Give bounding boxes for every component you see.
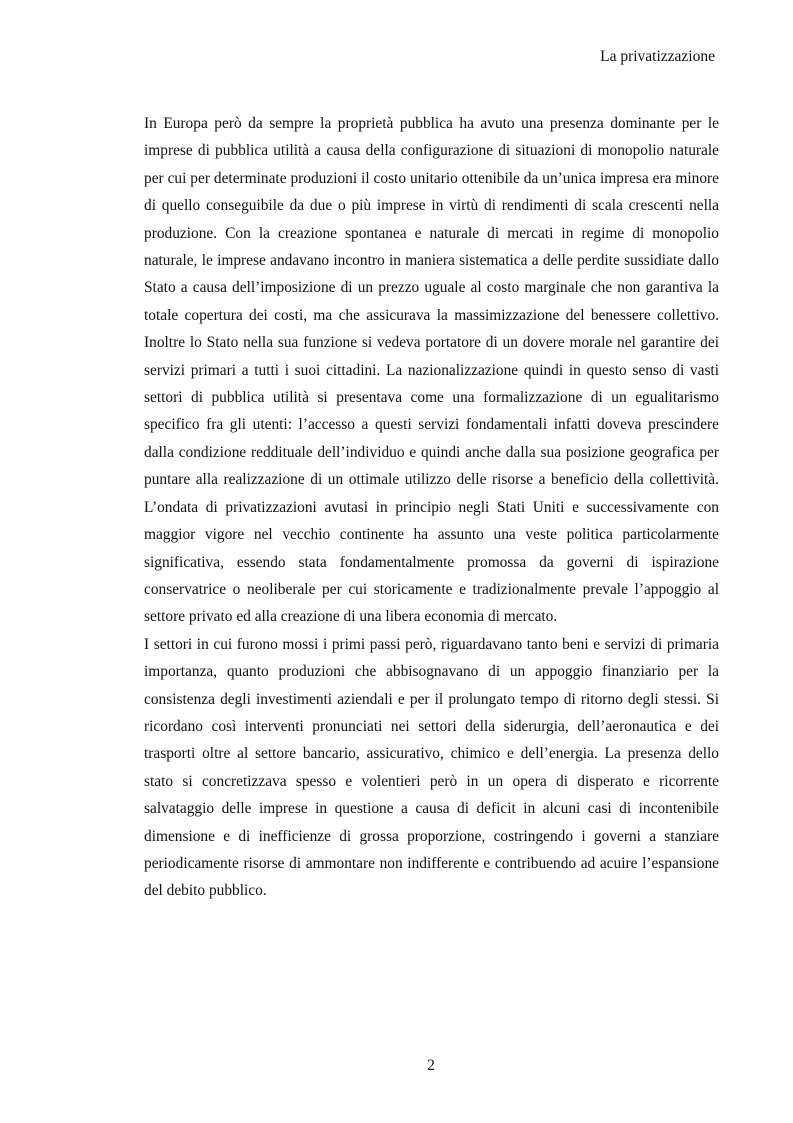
paragraph-sectors: I settori in cui furono mossi i primi passi però, riguardavano tanto beni e servizi di primaria importanza, quanto produzioni che abbisognavano di un appoggio finanziario per la consistenza degli investimenti aziendali e per il prolungato tempo di ritorno degli stessi. Si ricordano così interventi pronunciati nei settori della siderurgia, dell’aeronautica e dei trasporti oltre al settore bancario, assicurativo, chimico e dell’energia. La presenza dello stato si concretizzava spesso e volentieri però in un opera di disperato e ricorrente salvataggio delle imprese in questione a causa di deficit in alcuni casi di incontenibile dimensione e di inefficienze di grossa proporzione, costringendo i governi a stanziare periodicamente risorse di ammontare non indifferente e contribuendo ad acuire l’espansione del debito pubblico. [144, 635, 719, 900]
page-number: 2 [427, 1057, 435, 1074]
paragraph-public-ownership: In Europa però da sempre la proprietà pubblica ha avuto una presenza dominante per le imprese di pubblica utilità a causa della configurazione di situazioni di monopolio naturale per cui per determinate produzioni il costo unitario ottenibile da un’unica impresa era minore di quello conseguibile da due o più imprese in virtù di rendimenti di scala crescenti nella produzione. Con la creazione spontanea e naturale di mercati in regime di monopolio naturale, le imprese andavano incontro in maniera sistematica a delle perdite sussidiate dallo Stato a causa dell’imposizione di un prezzo uguale al costo marginale che non garantiva la totale copertura dei costi, ma che assicurava la massimizzazione del benessere collettivo. Inoltre lo Stato nella sua funzione si vedeva portatore di un dovere morale nel garantire dei servizi primari a tutti i suoi cittadini. La nazionalizzazione quindi in questo senso di vasti settori di pubblica utilità si presentava come una formalizzazione di un egualitarismo specifico fra gli utenti: l’accesso a questi servizi fondamentali infatti doveva prescindere dalla condizione reddituale dell’individuo e quindi anche dalla sua posizione geografica per puntare alla realizzazione di un ottimale utilizzo delle risorse a beneficio della collettività. L’ondata di privatizzazioni avutasi in principio negli Stati Uniti e successivamente con maggior vigore nel vecchio continente ha assunto una veste politica particolarmente significativa, essendo stata fondamentalmente promossa da governi di ispirazione conservatrice o neoliberale per cui storicamente e tradizionalmente prevale l’appoggio al settore privato ed alla creazione di una libera economia di mercato. [144, 115, 719, 626]
body-text [144, 110, 719, 905]
running-header: La privatizzazione [600, 48, 715, 65]
